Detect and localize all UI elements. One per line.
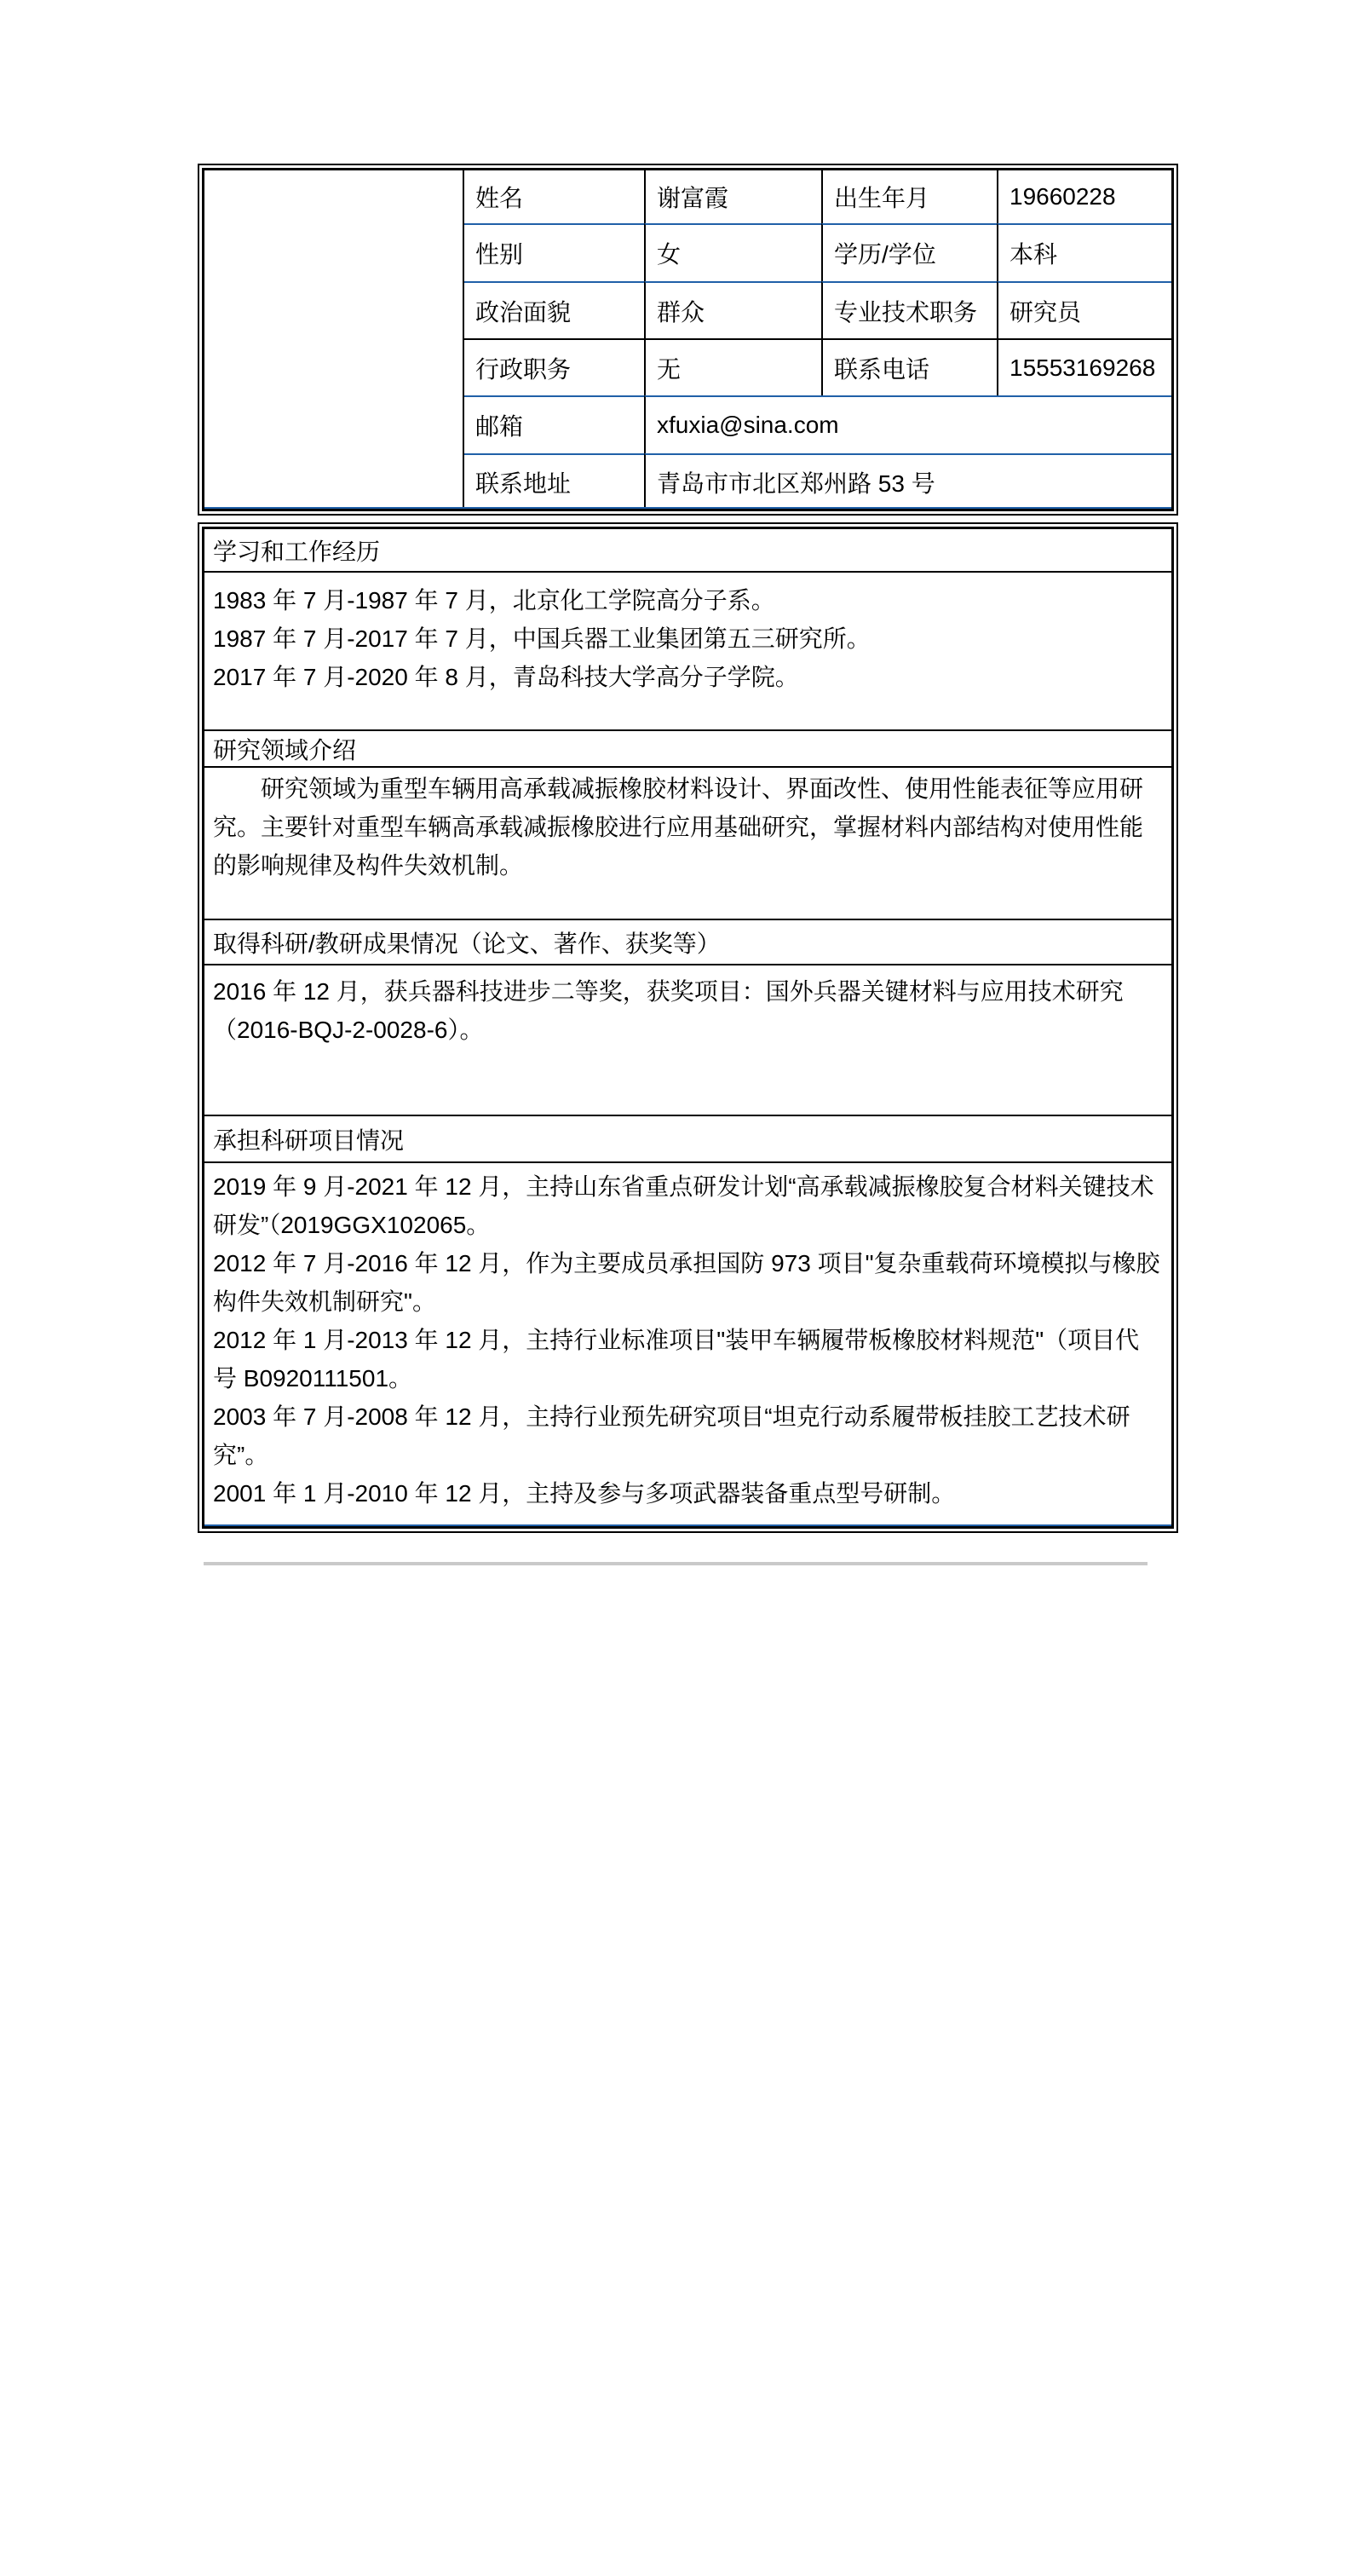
section-paragraph: 2012 年 1 月-2013 年 12 月，主持行业标准项目"装甲车辆履带板橡胶材料规范"（项目代号 B0920111501。: [213, 1327, 1140, 1392]
section-paragraph: 研究领域为重型车辆用高承载减振橡胶材料设计、界面改性、使用性能表征等应用研究。主要针对重型车辆高承载减振橡胶进行应用基础研究，掌握材料内部结构对使用性能的影响规律及构件失效机制。: [213, 775, 1144, 879]
field-value-birthdate: 19660228: [997, 170, 1171, 223]
field-value-name: 谢富霞: [644, 170, 821, 223]
photo-cell: [204, 170, 464, 509]
section-paragraph: 2001 年 1 月-2010 年 12 月，主持及参与多项武器装备重点型号研制。: [213, 1480, 956, 1507]
field-value-admin-position: 无: [644, 338, 821, 395]
field-label-birthdate: 出生年月: [821, 170, 997, 223]
field-label-gender: 性别: [464, 223, 644, 281]
table-bottom-blue-line: [204, 507, 1171, 509]
profile-table: [198, 164, 1178, 516]
field-label-admin-position: 行政职务: [464, 338, 644, 395]
section-content-achievements: [204, 964, 1171, 1115]
detail-table-inner: [202, 527, 1174, 1529]
section-paragraph: 2017 年 7 月-2020 年 8 月，青岛科技大学高分子学院。: [213, 664, 799, 690]
field-value-address: 青岛市市北区郑州路 53 号: [644, 453, 1171, 509]
section-title-achievements: 取得科研/教研成果情况（论文、著作、获奖等）: [204, 919, 1171, 964]
detail-sections: [204, 529, 1171, 1526]
section-title-study-work-experience: 学习和工作经历: [213, 538, 381, 565]
field-value-email: xfuxia@sina.com: [644, 395, 1171, 453]
section-paragraph: 1987 年 7 月-2017 年 7 月，中国兵器工业集团第五三研究所。: [213, 625, 871, 652]
page-divider-line: [204, 1562, 1148, 1565]
field-label-name: 姓名: [475, 185, 524, 211]
table-bottom-blue-line: [204, 1524, 1171, 1526]
field-label-email: 邮箱: [464, 395, 644, 453]
section-paragraph: 2019 年 9 月-2021 年 12 月，主持山东省重点研发计划“高承载减振橡胶复合材料关键技术研发”（2019GGX102065。: [213, 1173, 1154, 1238]
section-content-research-projects: [204, 1161, 1171, 1526]
section-paragraph: 2016 年 12 月，获兵器科技进步二等奖，获奖项目：国外兵器关键材料与应用技术研究（2016-BQJ-2-0028-6）。: [213, 978, 1124, 1043]
field-value-education: 本科: [997, 223, 1171, 281]
section-paragraph: 1983 年 7 月-1987 年 7 月，北京化工学院高分子系。: [213, 587, 775, 614]
detail-table: [198, 522, 1178, 1533]
field-label-phone: 联系电话: [821, 338, 997, 395]
field-value-technical-title: 研究员: [997, 281, 1171, 338]
field-label-education: 学历/学位: [821, 223, 997, 281]
field-label-address: 联系地址: [464, 453, 644, 509]
field-label-political-status: 政治面貌: [464, 281, 644, 338]
field-value-gender: 女: [644, 223, 821, 281]
section-title-research-field: 研究领域介绍: [204, 729, 1171, 766]
section-paragraph: 2003 年 7 月-2008 年 12 月，主持行业预先研究项目“坦克行动系履带板挂胶工艺技术研究”。: [213, 1403, 1130, 1468]
section-content-research-field: [204, 766, 1171, 919]
section-content-study-work-experience: [204, 571, 1171, 729]
section-paragraph: 2012 年 7 月-2016 年 12 月，作为主要成员承担国防 973 项目"复杂重载荷环境模拟与橡胶构件失效机制研究"。: [213, 1250, 1160, 1315]
field-label-technical-title: 专业技术职务: [821, 281, 997, 338]
field-value-political-status: 群众: [644, 281, 821, 338]
profile-table-inner: [202, 168, 1174, 511]
section-title-research-projects: 承担科研项目情况: [204, 1115, 1171, 1161]
field-value-phone: 15553169268: [997, 338, 1171, 395]
profile-grid: [204, 170, 1171, 509]
